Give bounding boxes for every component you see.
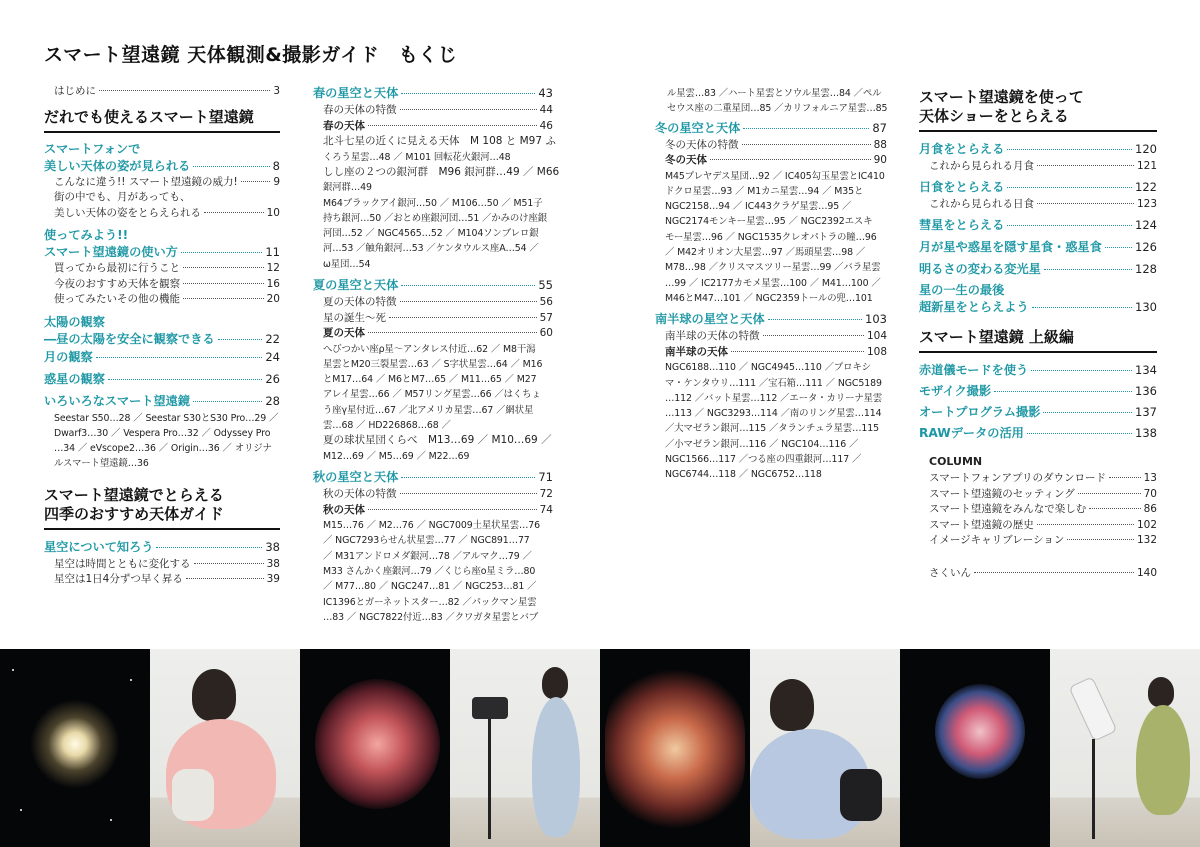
- toc-entry[interactable]: 春の天体の特徴 44: [323, 104, 553, 116]
- toc-detail-list: M15…76 ／ M2…76 ／ NGC7009土星状星雲…76 ／ NGC7293らせん状星雲…77 ／ NGC891…77 ／ M31アンドロメダ銀河…78 ／アルマク…79 ／ M33 さんかく座銀河…79 ／くじら座ο星ミラ…80 ／ M77…80 ／ NGC247…81 ／ NGC253…81 ／ IC1396とガーネットスター…82 ／パックマン星雲 …83 ／ NGC7822付近…83 ／クワガタ星雲とバブ: [323, 520, 541, 623]
- toc-entry[interactable]: 冬の天体の特徴 88: [665, 138, 887, 151]
- toc-entry-line: 夏の球状星団くらべ M13…69 ／ M10…69 ／: [323, 434, 552, 447]
- toc-entry[interactable]: 春の天体 46: [323, 119, 553, 132]
- toc-detail-list: M45プレヤデス星団…92 ／ IC405勾玉星雲とIC410 ドクロ星雲…93 ／ M1カニ星雲…94 ／ M35と NGC2158…94 ／ IC443クラゲ星雲…95 ／ NGC2174モンキー星雲…95 ／ NGC2392エスキ モー星雲…96 ／ NGC1535クレオパトラの瞳…96 ／ M42オリオン大星雲…97 ／馬頭星雲…98 ／ M78…98 ／クリスマスツリー星雲…99 ／バラ星雲 …99 ／ IC2177カモメ星雲…100 ／ M41…100 ／ M46とM47…101 ／ NGC2359トールの兜…101: [665, 170, 885, 304]
- toc-entry[interactable]: スマート望遠鏡のセッティング 70: [929, 487, 1157, 500]
- globular-cluster-photo: [0, 649, 150, 847]
- carina-nebula-photo: [600, 649, 750, 847]
- toc-entry[interactable]: 南半球の天体の特徴 104: [665, 330, 887, 343]
- toc-entry[interactable]: 秋の天体の特徴 72: [323, 488, 553, 501]
- section-heading: スマート望遠鏡でとらえる 四季のおすすめ天体ガイド: [44, 486, 280, 530]
- section-heading: スマート望遠鏡を使って 天体ショーをとらえる: [919, 88, 1157, 132]
- toc-entry[interactable]: はじめに 3: [54, 85, 280, 97]
- toc-entry[interactable]: 買ってから最初に行うこと 12: [54, 262, 280, 274]
- person-with-smart-telescope-photo: [750, 649, 900, 847]
- toc-entry[interactable]: 美しい天体の姿をとらえられる 10: [54, 206, 280, 219]
- toc-entry[interactable]: イメージキャリブレーション 132: [929, 534, 1157, 546]
- toc-group[interactable]: モザイク撮影 136: [919, 384, 1157, 398]
- section-heading: スマート望遠鏡 上級編: [919, 328, 1157, 353]
- toc-group[interactable]: RAWデータの活用 138: [919, 426, 1157, 440]
- toc-detail-list: M64ブラックアイ銀河…50 ／ M106…50 ／ M51子 持ち銀河…50 ／おとめ座銀河団…51 ／かみのけ座銀 河団…52 ／ NGC4565…52 ／ M104ソンブレロ銀 河…53 ／触角銀河…53 ／ケンタウルス座A…54 ／ ω星団…54: [323, 197, 547, 270]
- trifid-nebula-photo: [900, 649, 1050, 847]
- toc-entry[interactable]: これから見られる月食 121: [929, 160, 1157, 172]
- toc-group[interactable]: 月食をとらえる 120: [919, 142, 1157, 156]
- toc-group[interactable]: 月の観察 24: [44, 349, 280, 364]
- toc-entry[interactable]: スマート望遠鏡の歴史 102: [929, 518, 1157, 531]
- person-with-tripod-photo: [450, 649, 600, 847]
- toc-group-south[interactable]: 南半球の星空と天体 103: [655, 312, 887, 327]
- toc-entry[interactable]: 夏の天体 60: [323, 327, 553, 340]
- toc-group[interactable]: 彗星をとらえる 124: [919, 218, 1157, 232]
- toc-group[interactable]: 惑星の観察 26: [44, 371, 280, 386]
- toc-group[interactable]: 明るさの変わる変光星 128: [919, 262, 1157, 276]
- toc-entry[interactable]: スマートフォンアプリのダウンロード 13: [929, 472, 1157, 484]
- person-outdoors-telescope-photo: [1050, 649, 1200, 847]
- toc-detail: くろう星雲…48 ／ M101 回転花火銀河…48: [323, 151, 511, 163]
- toc-detail-list: へびつかい座ρ星～アンタレス付近…62 ／ M8干潟 星雲とM20三裂星雲…63 ／ S字状星雲…64 ／ M16 とM17…64 ／ M6とM7…65 ／ M11…65 ／ M27 アレイ星雲…66 ／ M57リング星雲…66 ／はくちょ う座γ星付近…67 ／北アメリカ星雲…67 ／網状星 雲…68 ／ HD226868…68 ／: [323, 343, 543, 432]
- toc-entry[interactable]: 秋の天体 74: [323, 503, 553, 516]
- toc-entry[interactable]: 星空は1日4分ずつ早く昇る 39: [54, 573, 280, 586]
- toc-group[interactable]: 月が星や惑星を隠す星食・惑星食 126: [919, 240, 1157, 254]
- photo-strip: [0, 649, 1200, 847]
- toc-entry-line: 街の中でも、月があっても、: [54, 191, 191, 203]
- toc-entry[interactable]: 南半球の天体 108: [665, 345, 887, 358]
- toc-entry[interactable]: 星空は時間とともに変化する 38: [54, 557, 280, 570]
- toc-detail-list: Seestar S50…28 ／ Seestar S30とS30 Pro…29 ／ Dwarf3…30 ／ Vespera Pro…32 ／ Odyssey Pro …34 ／ eVscope2…36 ／ Origin…36 ／ オリジナ ルスマート望遠鏡…36: [54, 412, 279, 470]
- toc-group[interactable]: 星の一生の最後 超新星をとらえよう 130: [919, 283, 1157, 314]
- toc-entry[interactable]: これから見られる日食 123: [929, 197, 1157, 210]
- toc-entry-line: しし座の２つの銀河群 M96 銀河群…49 ／ M66: [323, 165, 560, 178]
- toc-entry[interactable]: 夏の天体の特徴 56: [323, 296, 553, 309]
- person-with-telescope-photo: [150, 649, 300, 847]
- section-heading: だれでも使えるスマート望遠鏡: [44, 108, 280, 133]
- toc-group-summer[interactable]: 夏の星空と天体 55: [313, 278, 553, 293]
- toc-entry[interactable]: 使ってみたいその他の機能 20: [54, 293, 280, 305]
- toc-entry[interactable]: 星の誕生～死 57: [323, 311, 553, 324]
- column-heading: COLUMN: [929, 455, 983, 468]
- toc-entry[interactable]: スマート望遠鏡をみんなで楽しむ 86: [929, 503, 1157, 515]
- toc-entry-index[interactable]: さくいん 140: [929, 566, 1157, 579]
- toc-group[interactable]: 使ってみよう!! スマート望遠鏡の使い方 11: [44, 228, 280, 259]
- toc-entry[interactable]: こんなに違う!! スマート望遠鏡の威力! 9: [54, 175, 280, 188]
- toc-column-4: [919, 84, 1157, 581]
- toc-column-1: [44, 84, 280, 588]
- toc-column-2: [313, 84, 560, 625]
- toc-column-3: [655, 86, 887, 483]
- toc-detail: M12…69 ／ M5…69 ／ M22…69: [323, 450, 470, 462]
- page-title: スマート望遠鏡 天体観測&撮影ガイド もくじ: [44, 44, 458, 66]
- toc-group[interactable]: スマートフォンで 美しい天体の姿が見られる 8: [44, 141, 280, 173]
- toc-detail: 銀河群…49: [323, 182, 372, 194]
- toc-group-spring[interactable]: 春の星空と天体 43: [313, 86, 553, 100]
- toc-group-winter[interactable]: 冬の星空と天体 87: [655, 120, 887, 135]
- lagoon-nebula-photo: [300, 649, 450, 847]
- toc-detail-list: ル星雲…83 ／ハート星雲とソウル星雲…84 ／ペル セウス座の二重星団…85 ／カリフォルニア星雲…85: [667, 88, 888, 115]
- toc-group[interactable]: 日食をとらえる 122: [919, 179, 1157, 194]
- toc-group[interactable]: オートプログラム撮影 137: [919, 405, 1157, 419]
- toc-group-autumn[interactable]: 秋の星空と天体 71: [313, 470, 553, 485]
- toc-group[interactable]: 太陽の観察 ―昼の太陽を安全に観察できる 22: [44, 314, 280, 346]
- toc-entry[interactable]: 冬の天体 90: [665, 154, 887, 167]
- toc-entry-line: 北斗七星の近くに見える天体 M 108 と M97 ふ: [323, 135, 556, 147]
- toc-group[interactable]: いろいろなスマート望遠鏡 28: [44, 393, 280, 408]
- toc-detail-list: NGC6188…110 ／ NGC4945…110 ／プロキシ マ・ケンタウリ…111 ／宝石箱…111 ／ NGC5189 …112 ／バット星雲…112 ／エータ・カリーナ星雲 …113 ／ NGC3293…114 ／南のリング星雲…114 ／大マゼラン銀河…115 ／タランチュラ星雲…115 ／小マゼラン銀河…116 ／ NGC104…116 ／ NGC1566…117 ／つる座の四重銀河…117 ／ NGC6744…118 ／ NGC6752…118: [665, 362, 883, 481]
- toc-group[interactable]: 星空について知ろう 38: [44, 539, 280, 554]
- toc-entry[interactable]: 今夜のおすすめ天体を観察 16: [54, 277, 280, 290]
- toc-group[interactable]: 赤道儀モードを使う 134: [919, 363, 1157, 377]
